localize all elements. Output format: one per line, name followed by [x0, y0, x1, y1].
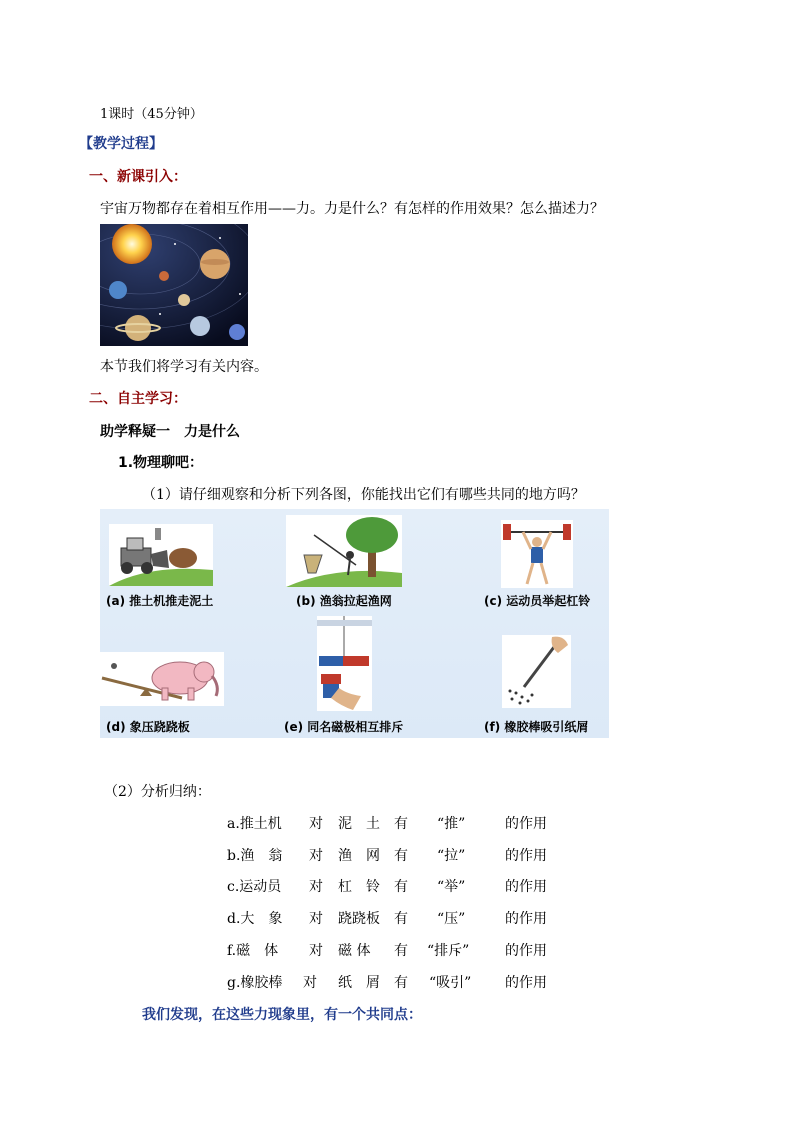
- figure-c-caption: (c) 运动员举起杠铃: [484, 594, 591, 608]
- part2-subheading: 助学释疑一 力是什么: [100, 424, 240, 440]
- figure-e-caption: (e) 同名磁极相互排斥: [284, 720, 404, 734]
- question-1: （1）请仔细观察和分析下列各图，你能找出它们有哪些共同的地方吗？: [142, 487, 585, 503]
- rubber-rod-icon: [502, 635, 571, 708]
- section-heading: 【教学过程】: [79, 136, 163, 152]
- figure-d-caption: (d) 象压跷跷板: [106, 720, 190, 734]
- fisherman-icon: [286, 515, 402, 587]
- bulldozer-icon: [109, 524, 213, 586]
- question-2: （2）分析归纳：: [104, 784, 211, 800]
- lesson-time: 1课时（45分钟）: [100, 107, 203, 122]
- part2-item1: 1.物理聊吧：: [118, 455, 204, 471]
- figure-f-caption: (f) 橡胶棒吸引纸屑: [484, 720, 589, 734]
- figure-a-bulldozer: [109, 524, 213, 586]
- intro-question: 宇宙万物都存在着相互作用——力。力是什么？有怎样的作用效果？怎么描述力？: [100, 201, 604, 217]
- solar-system-image: [100, 224, 248, 346]
- conclusion-text: 我们发现，在这些力现象里，有一个共同点：: [142, 1007, 422, 1023]
- weightlifter-icon: [501, 520, 573, 588]
- figure-d-elephant: [100, 652, 224, 706]
- figure-e-magnets: [317, 616, 372, 711]
- figure-f-rubber-rod: [502, 635, 571, 708]
- part1-title: 一、新课引入：: [89, 169, 187, 185]
- solar-system-illustration: [100, 224, 248, 346]
- figures-panel: [100, 509, 609, 738]
- figure-c-weightlifter: [501, 520, 573, 588]
- document-page: 1课时（45分钟） 【教学过程】 一、新课引入： 宇宙万物都存在着相互作用——力。力是什么？有怎样的作用效果？怎么描述力？ 本节我们将学习有关内容。 二、自主学习： 助学释疑一 力是什么 1.物理聊吧： （1）请仔细观察和分析下列各图，你能找出它们有哪些共同的地方吗？ (a) 推土机推走泥土 (b) 渔翁拉起渔网 (c) 运动员举起杠铃 (d) 象压跷跷板 (e) 同名磁极相互排斥 (f) 橡胶棒吸引纸屑 （2）分析归纳： a.推土机 对 泥 土 有 “推” 的作用 b.渔 翁 对 渔 网 有 “拉” 的作用 c.运动员 对 杠 铃 有 “举” 的作用 d.大 象 对 跷跷板 有 “压” 的作用 f.磁 体 对 磁 体 有 “排斥” 的作用 g.橡胶棒 对 纸 屑 有 “吸引” 的作用 我们发现，在这些力现象里，有一个共同点：: [0, 0, 794, 1123]
- magnet-icon: [317, 616, 372, 711]
- part2-title: 二、自主学习：: [89, 391, 187, 407]
- figure-b-fisherman: [286, 515, 402, 587]
- figure-a-caption: (a) 推土机推走泥土: [106, 594, 214, 608]
- figure-b-caption: (b) 渔翁拉起渔网: [296, 594, 392, 608]
- elephant-icon: [100, 652, 224, 706]
- intro-after-image: 本节我们将学习有关内容。: [100, 359, 268, 375]
